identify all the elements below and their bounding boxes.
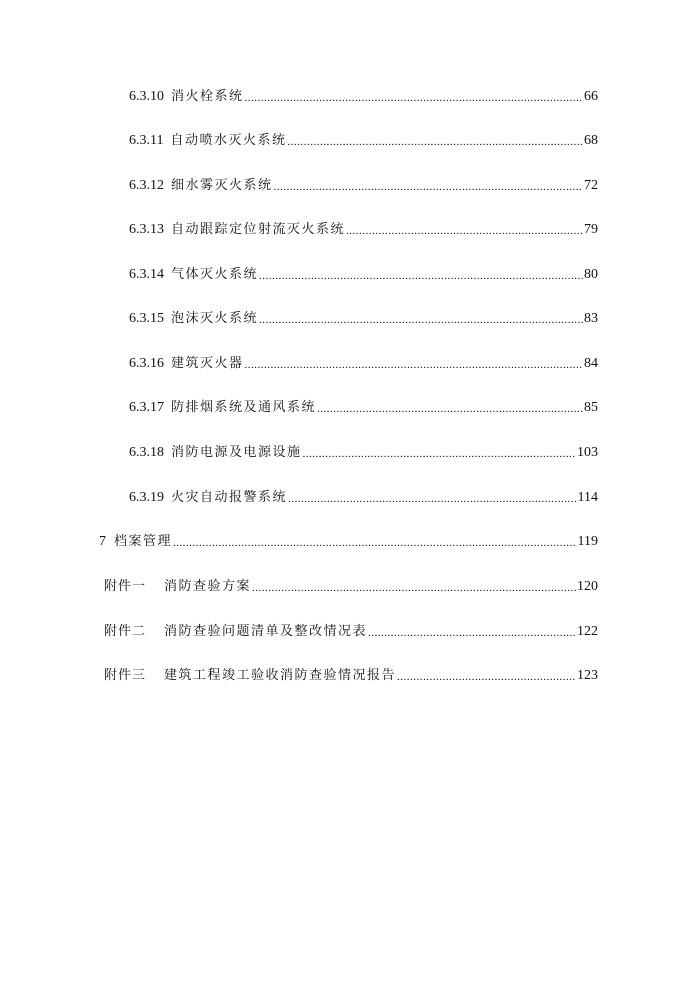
toc-entry-number: 6.3.12: [129, 178, 164, 193]
toc-entry[interactable]: [129, 355, 598, 373]
toc-dot-leader: [368, 627, 576, 641]
toc-dot-leader: [346, 225, 583, 239]
toc-dot-leader: [259, 270, 583, 284]
toc-dot-leader: [274, 181, 583, 195]
toc-entry[interactable]: [129, 399, 598, 417]
toc-entry-title: 建筑灭火器: [171, 356, 244, 371]
toc-entry-number: 6.3.16: [129, 356, 164, 371]
toc-entry[interactable]: [129, 489, 598, 507]
toc-entry-page: 66: [584, 89, 598, 104]
toc-entry-page: 79: [584, 222, 598, 237]
toc-entry-page: 103: [577, 445, 598, 460]
toc-entry-title: 泡沫灭火系统: [171, 311, 259, 326]
toc-entry-number: 附件三: [104, 668, 147, 683]
toc-entry-title: 档案管理: [114, 534, 173, 549]
toc-entry-title: 气体灭火系统: [171, 267, 259, 282]
toc-entry[interactable]: [129, 266, 598, 284]
toc-entry-title: 消防查验方案: [164, 579, 252, 594]
toc-entry-number: 6.3.14: [129, 267, 164, 282]
toc-dot-leader: [288, 136, 584, 150]
toc-entry-number: 6.3.15: [129, 311, 164, 326]
toc-entry[interactable]: [129, 444, 598, 462]
toc-dot-leader: [173, 537, 577, 551]
toc-entry-page: 84: [584, 356, 598, 371]
toc-dot-leader: [259, 314, 583, 328]
toc-entry-title: 火灾自动报警系统: [171, 490, 288, 505]
toc-entry[interactable]: [104, 667, 598, 685]
toc-entry-title: 建筑工程竣工验收消防查验情况报告: [164, 668, 397, 683]
toc-entry-title: 消防查验问题清单及整改情况表: [164, 624, 368, 639]
toc-entry[interactable]: [104, 578, 598, 596]
toc-dot-leader: [288, 493, 577, 507]
toc-dot-leader: [245, 359, 583, 373]
toc-entry-number: 6.3.17: [129, 400, 164, 415]
toc-entry-number: 6.3.13: [129, 222, 164, 237]
toc-entry-title: 消火栓系统: [171, 89, 244, 104]
toc-entry-number: 附件一: [104, 579, 147, 594]
toc-dot-leader: [245, 92, 583, 106]
toc-entry-page: 68: [584, 133, 598, 148]
toc-entry-page: 120: [577, 579, 598, 594]
toc-entry-title: 自动跟踪定位射流灭火系统: [171, 222, 346, 237]
toc-entry-page: 123: [577, 668, 598, 683]
toc-entry-page: 83: [584, 311, 598, 326]
toc-entry-number: 7: [99, 534, 106, 549]
toc-dot-leader: [317, 403, 583, 417]
toc-entry-page: 72: [584, 178, 598, 193]
toc-entry-number: 6.3.11: [129, 133, 164, 148]
toc-entry-title: 细水雾灭火系统: [171, 178, 273, 193]
toc-entry[interactable]: [129, 221, 598, 239]
toc-entry-page: 119: [577, 534, 598, 549]
toc-entry-page: 80: [584, 267, 598, 282]
toc-entry[interactable]: [129, 88, 598, 106]
toc-dot-leader: [397, 671, 576, 685]
toc-entry[interactable]: [129, 177, 598, 195]
toc-entry[interactable]: [129, 132, 598, 150]
toc-entry-title: 防排烟系统及通风系统: [171, 400, 317, 415]
toc-entry[interactable]: [99, 533, 598, 551]
toc-entry[interactable]: [129, 310, 598, 328]
toc-entry-number: 6.3.10: [129, 89, 164, 104]
toc-entry-title: 消防电源及电源设施: [171, 445, 302, 460]
toc-entry-number: 附件二: [104, 624, 147, 639]
toc-entry-title: 自动喷水灭火系统: [170, 133, 287, 148]
toc-entry-page: 85: [584, 400, 598, 415]
toc-entry-page: 114: [577, 490, 598, 505]
toc-entry[interactable]: [104, 623, 598, 641]
toc-dot-leader: [252, 582, 576, 596]
toc-entry-page: 122: [577, 624, 598, 639]
toc-entry-number: 6.3.18: [129, 445, 164, 460]
toc-dot-leader: [303, 448, 576, 462]
toc-entry-number: 6.3.19: [129, 490, 164, 505]
